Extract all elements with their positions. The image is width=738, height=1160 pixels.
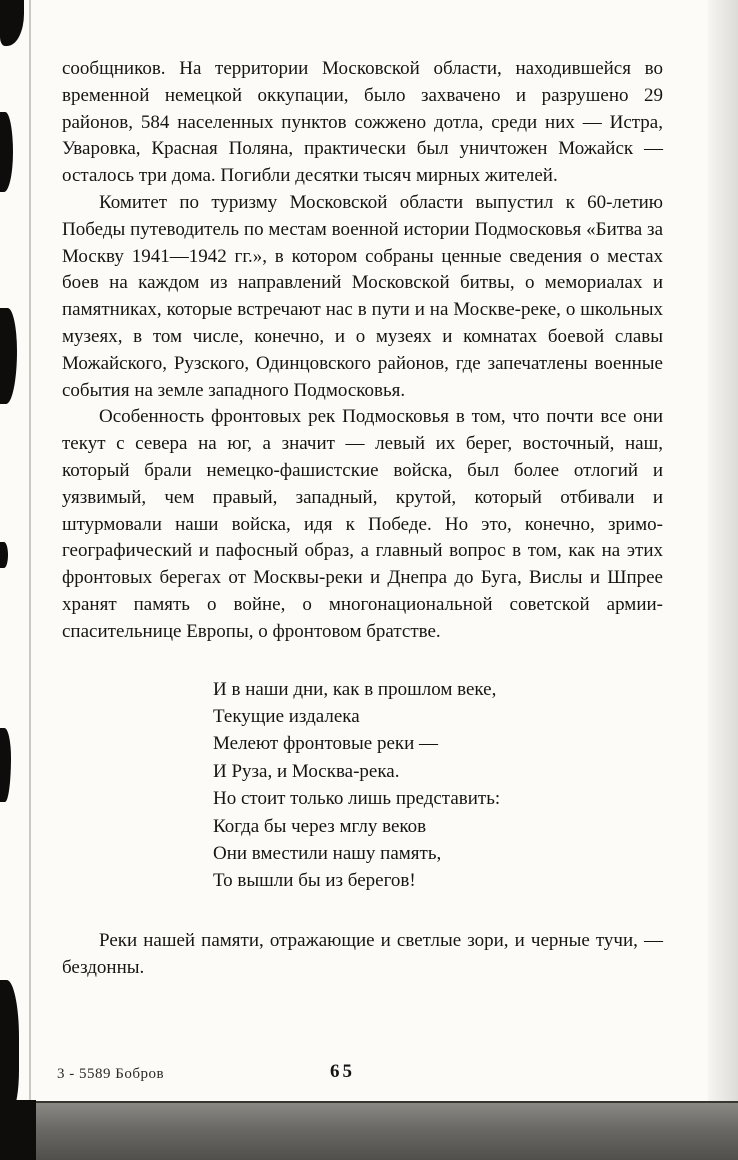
poem-line: Мелеют фронтовые реки —: [213, 733, 439, 755]
printer-imprint: 3 - 5589 Бобров: [57, 1066, 165, 1082]
right-page-edge-shadow: [708, 0, 738, 1160]
poem-line: То вышли бы из берегов!: [213, 870, 416, 892]
paragraph: Комитет по туризму Московской области выпустил к 60-летию Победы путеводитель по местам военной истории Подмосковья «Битва за Москву 1941—1942 гг.», в котором собраны ценные сведения о местах боев на каждом из направлений Московской битвы, о мемориалах и памятниках, которые встречают нас в пути и на Москве-реке, о школьных музеях, в том числе, конечно, и о музеях и комнатах боевой славы Можайского, Рузского, Одинцовского районов, где запечатлены военные события на земле западного Подмосковья.: [62, 191, 663, 401]
scan-artifact-top-corner: [0, 0, 24, 46]
scan-artifact-bottom-blob: [0, 1100, 36, 1160]
scan-artifact-blob: [0, 112, 13, 192]
poem-line: И Руза, и Москва-река.: [213, 760, 400, 782]
scan-artifact-blob: [0, 308, 17, 404]
poem-line: Когда бы через мглу веков: [213, 815, 427, 837]
poem-block: [213, 676, 663, 895]
scan-artifact-blob: [0, 980, 19, 1108]
bottom-scan-band: [0, 1101, 738, 1160]
poem-line: И в наши дни, как в прошлом веке,: [213, 678, 497, 700]
page-number: 65: [330, 1061, 355, 1082]
scan-artifact-tick: [0, 542, 8, 568]
poem-line: Они вместили нашу память,: [213, 842, 442, 864]
paragraph: сообщников. На территории Московской области, находившейся во временной немецкой оккупации, было захвачено и разрушено 29 районов, 584 населенных пунктов сожжено дотла, среди них — Истра, Уваровка, Красная Поляна, практически был уничтожен Можайск — осталось три дома. Погибли десятки тысяч мирных жителей.: [62, 58, 663, 187]
scan-artifact-blob: [0, 728, 11, 802]
page-fold-line: [29, 0, 31, 1104]
poem-line: Но стоит только лишь представить:: [213, 788, 501, 810]
closing-paragraph: Реки нашей памяти, отражающие и светлые зори, и черные тучи, — бездонны.: [62, 929, 663, 978]
poem-line: Текущие издалека: [213, 705, 360, 727]
paragraph: Особенность фронтовых рек Подмосковья в том, что почти все они текут с севера на юг, а значит — левый их берег, восточный, наш, который брали немецко-фашистские войска, был более отлогий и уязвимый, чем правый, западный, крутой, который отбивали и штурмовали наши войска, идя к Победе. Но это, конечно, зримо-географический и пафосный образ, а главный вопрос в том, как на этих фронтовых берегах от Москвы-реки и Днепра до Буга, Вислы и Шпрее хранят память о войне, о многонациональной советской армии-спасительнице Европы, о фронтовом братстве.: [62, 406, 663, 642]
page-text-block: [62, 56, 663, 981]
